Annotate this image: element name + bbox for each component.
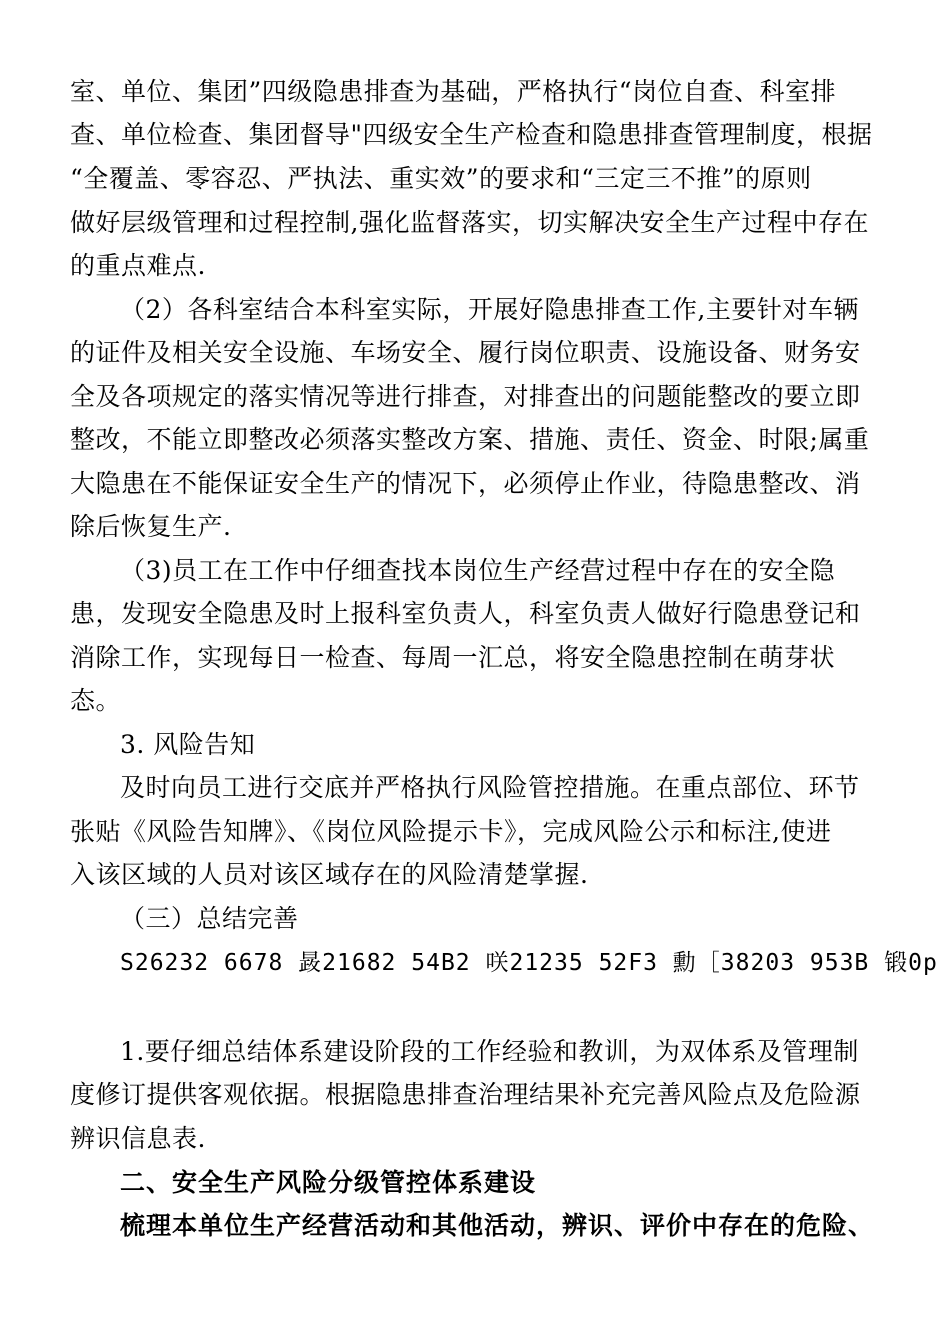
- garbled-text-line: S26232 6678 晸21682 54B2 咲21235 52F3 勳［38203 953B 锻0p: [120, 950, 938, 976]
- text-line: 张贴《风险告知牌》、《岗位风险提示卡》，完成风险公示和标注,使进: [70, 817, 832, 846]
- section-heading: 二、安全生产风险分级管控体系建设: [120, 1168, 537, 1197]
- text-line: “全覆盖、零容忍、严执法、重实效”的要求和“三定三不推”的原则: [70, 164, 812, 193]
- text-line: 患，发现安全隐患及时上报科室负责人，科室负责人做好行隐患登记和: [70, 599, 861, 628]
- text-line: 态。: [70, 686, 122, 715]
- text-line: 度修订提供客观依据。根据隐患排查治理结果补充完善风险点及危险源: [70, 1080, 861, 1109]
- text-line: 辨识信息表.: [70, 1124, 206, 1153]
- section-heading: （三）总结完善: [120, 904, 299, 933]
- text-line: 的证件及相关安全设施、车场安全、履行岗位职责、设施设备、财务安: [70, 338, 861, 367]
- text-line: 1.要仔细总结体系建设阶段的工作经验和教训，为双体系及管理制: [120, 1037, 859, 1066]
- text-line: 做好层级管理和过程控制,强化监督落实，切实解决安全生产过程中存在: [70, 208, 869, 237]
- text-line: 除后恢复生产.: [70, 512, 232, 541]
- text-line: （3)员工在工作中仔细查找本岗位生产经营过程中存在的安全隐: [120, 556, 836, 585]
- text-line: 大隐患在不能保证安全生产的情况下，必须停止作业，待隐患整改、消: [70, 469, 861, 498]
- text-line: 全及各项规定的落实情况等进行排查，对排查出的问题能整改的要立即: [70, 382, 861, 411]
- section-heading: 3. 风险告知: [120, 730, 256, 759]
- text-line: 及时向员工进行交底并严格执行风险管控措施。在重点部位、环节: [120, 773, 860, 802]
- text-line: 梳理本单位生产经营活动和其他活动，辨识、评价中存在的危险、: [120, 1211, 875, 1240]
- text-line: 整改，不能立即整改必须落实整改方案、措施、责任、资金、时限;属重: [70, 425, 870, 454]
- text-line: 的重点难点.: [70, 251, 206, 280]
- text-line: 室、单位、集团”四级隐患排查为基础，严格执行“岗位自查、科室排: [70, 77, 837, 106]
- text-line: 消除工作，实现每日一检查、每周一汇总，将安全隐患控制在萌芽状: [70, 643, 836, 672]
- text-line: （2）各科室结合本科室实际，开展好隐患排查工作,主要针对车辆: [120, 295, 859, 324]
- text-line: 查、单位检查、集团督导"四级安全生产检查和隐患排查管理制度，根据: [70, 120, 873, 149]
- text-line: 入该区域的人员对该区域存在的风险清楚掌握.: [70, 860, 589, 889]
